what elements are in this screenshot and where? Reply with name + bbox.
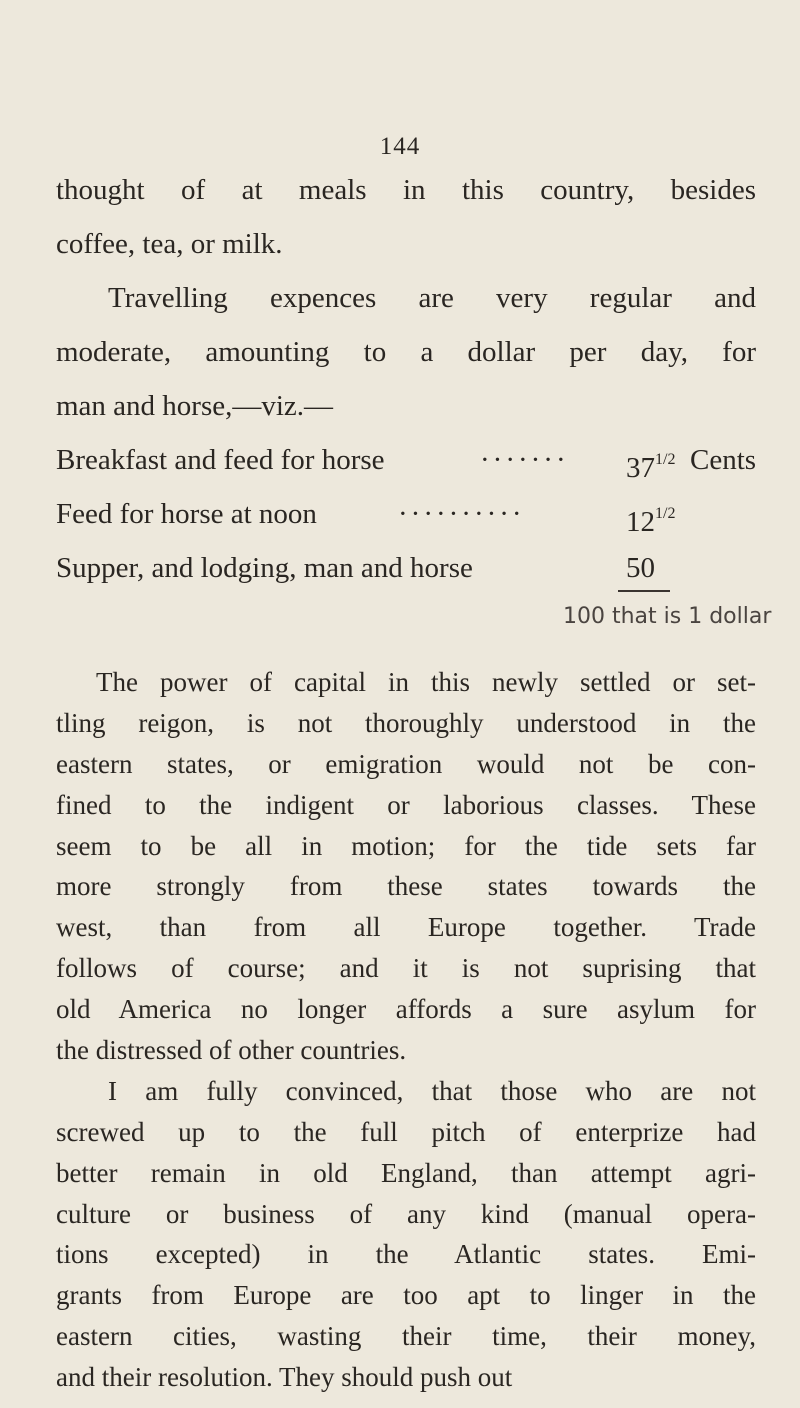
handwritten-note: 100 that is 1 dollar (563, 604, 772, 629)
value-whole: 50 (626, 552, 655, 584)
text-line: better remain in old England, than attempt agri- (56, 1157, 756, 1188)
ledger-row-breakfast (56, 442, 757, 484)
value-whole: 37 (626, 452, 655, 484)
leader-dots: ······· (480, 444, 569, 476)
text-line: man and horse,—viz.— (56, 390, 334, 422)
text-line: The power of capital in this newly settled or set- (96, 667, 756, 697)
ledger-value (626, 442, 675, 486)
ledger-value (626, 550, 655, 586)
ledger-label: Supper, and lodging, man and horse (56, 552, 473, 584)
leader-dots: ·········· (398, 498, 525, 530)
text-line: screwed up to the full pitch of enterprize had (56, 1116, 756, 1147)
ledger-unit: Cents (690, 444, 757, 476)
text-line: culture or business of any kind (manual opera- (56, 1198, 756, 1229)
text-line: grants from Europe are too apt to linger in the (56, 1280, 756, 1311)
ledger-value (626, 496, 675, 540)
text-line: eastern states, or emigration would not be con- (56, 748, 756, 779)
text-line: follows of course; and it is not suprising that (56, 953, 756, 984)
text-line: Travelling expences are very regular and (108, 282, 756, 314)
value-whole: 12 (626, 506, 655, 538)
text-line: I am fully convinced, that those who are not (108, 1075, 756, 1106)
text-line: eastern cities, wasting their time, their money, (56, 1321, 756, 1352)
ledger-row-supper (56, 550, 756, 586)
value-fraction: 1/2 (655, 451, 676, 468)
text-line: more strongly from these states towards the (56, 871, 756, 902)
ledger-label: Feed for horse at noon (56, 498, 317, 530)
sum-rule (618, 590, 670, 592)
text-line: west, than from all Europe together. Trade (56, 912, 756, 943)
text-line: seem to be all in motion; for the tide sets far (56, 830, 756, 861)
text-line: the distressed of other countries. (56, 1035, 407, 1065)
text-line: moderate, amounting to a dollar per day, for (56, 336, 756, 368)
text-line: thought of at meals in this country, besides (56, 174, 756, 206)
text-line: old America no longer affords a sure asylum for (56, 994, 756, 1025)
text-line: and their resolution. They should push out (56, 1362, 513, 1393)
text-line: coffee, tea, or milk. (56, 228, 283, 260)
ledger-row-noon (56, 496, 756, 538)
ledger-label: Breakfast and feed for horse (56, 444, 385, 476)
page-number: 144 (379, 133, 421, 160)
text-line: fined to the indigent or laborious classes. These (56, 789, 756, 820)
text-line: tions excepted) in the Atlantic states. Emi- (56, 1239, 756, 1270)
value-fraction: 1/2 (655, 505, 676, 522)
text-line: tling reigon, is not thoroughly understood in the (56, 707, 756, 738)
